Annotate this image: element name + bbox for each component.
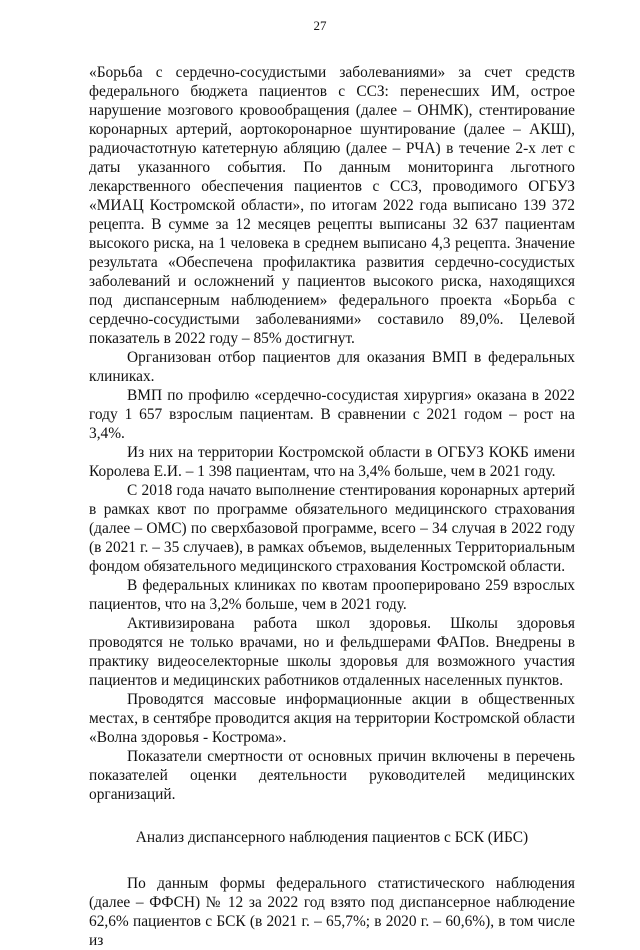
paragraph-prescriptions: «Борьба с сердечно-сосудистыми заболеваниями» за счет средств федерального бюджета пациентов с ССЗ: перенесших ИМ, острое нарушение мозгового кровообращения (далее – ОНМК), стентирование коронарных артерий, аортокоронарное шунтирование (далее – АКШ), радиочастотную катетерную абляцию (далее – РЧА) в течение 2-х лет с даты указанного события. По данным мониторинга льготного лекарственного обеспечения пациентов с ССЗ, проводимого ОГБУЗ «МИАЦ Костромской области», по итогам 2022 года выписано 139 372 рецепта. В сумме за 12 месяцев рецепты выписаны 32 637 пациентам высокого риска, на 1 человека в среднем выписано 4,3 рецепта. Значение результата «Обеспечена профилактика развития сердечно-сосудистых заболеваний и осложнений у пациентов высокого риска, находящихся под диспансерным наблюдением» федерального проекта «Борьба с сердечно-сосудистыми заболеваниями» составило 89,0%. Целевой показатель в 2022 году – 85% достигнут. xyxy=(89,64,575,347)
section-heading: Анализ диспансерного наблюдения пациентов с БСК (ИБС) xyxy=(135,829,529,846)
paragraph-mortality-indicators: Показатели смертности от основных причин включены в перечень показателей оценки деятельности руководителей медицинских организаций. xyxy=(89,748,575,803)
paragraph-federal-clinics: В федеральных клиниках по квотам прооперировано 259 взрослых пациентов, что на 3,2% больше, чем в 2021 году. xyxy=(89,577,575,613)
paragraph-stenting: С 2018 года начато выполнение стентирования коронарных артерий в рамках квот по программе обязательного медицинского страхования (далее – ОМС) по сверхбазовой программе, всего – 34 случая в 2022 году (в 2021 г. – 35 случаев), в рамках объемов, выделенных Территориальным фондом обязательного медицинского страхования Костромской области. xyxy=(89,482,575,575)
paragraph-kokb-patients: Из них на территории Костромской области в ОГБУЗ КОКБ имени Королева Е.И. – 1 398 пациентам, что на 3,4% больше, чем в 2021 году. xyxy=(89,444,575,480)
paragraph-info-campaigns: Проводятся массовые информационные акции в общественных местах, в сентябре проводится акция на территории Костромской области «Волна здоровья - Кострома». xyxy=(89,691,575,746)
paragraph-vmp-selection: Организован отбор пациентов для оказания ВМП в федеральных клиниках. xyxy=(89,349,575,385)
document-body xyxy=(89,63,575,950)
paragraph-health-schools: Активизирована работа школ здоровья. Школы здоровья проводятся не только врачами, но и фельдшерами ФАПов. Внедрены в практику видеоселекторные школы здоровья для возможного участия пациентов и медицинских работников отдаленных населенных пунктов. xyxy=(89,615,575,689)
paragraph-dispensary-observation: По данным формы федерального статистического наблюдения (далее – ФФСН) № 12 за 2022 год взято под диспансерное наблюдение 62,6% пациентов с БСК (в 2021 г. – 65,7%; в 2020 г. – 60,6%), в том числе из xyxy=(89,875,575,949)
page-number: 27 xyxy=(313,18,327,33)
paragraph-vmp-cardio-surgery: ВМП по профилю «сердечно-сосудистая хирургия» оказана в 2022 году 1 657 взрослым пациентам. В сравнении с 2021 годом – рост на 3,4%. xyxy=(89,387,575,442)
